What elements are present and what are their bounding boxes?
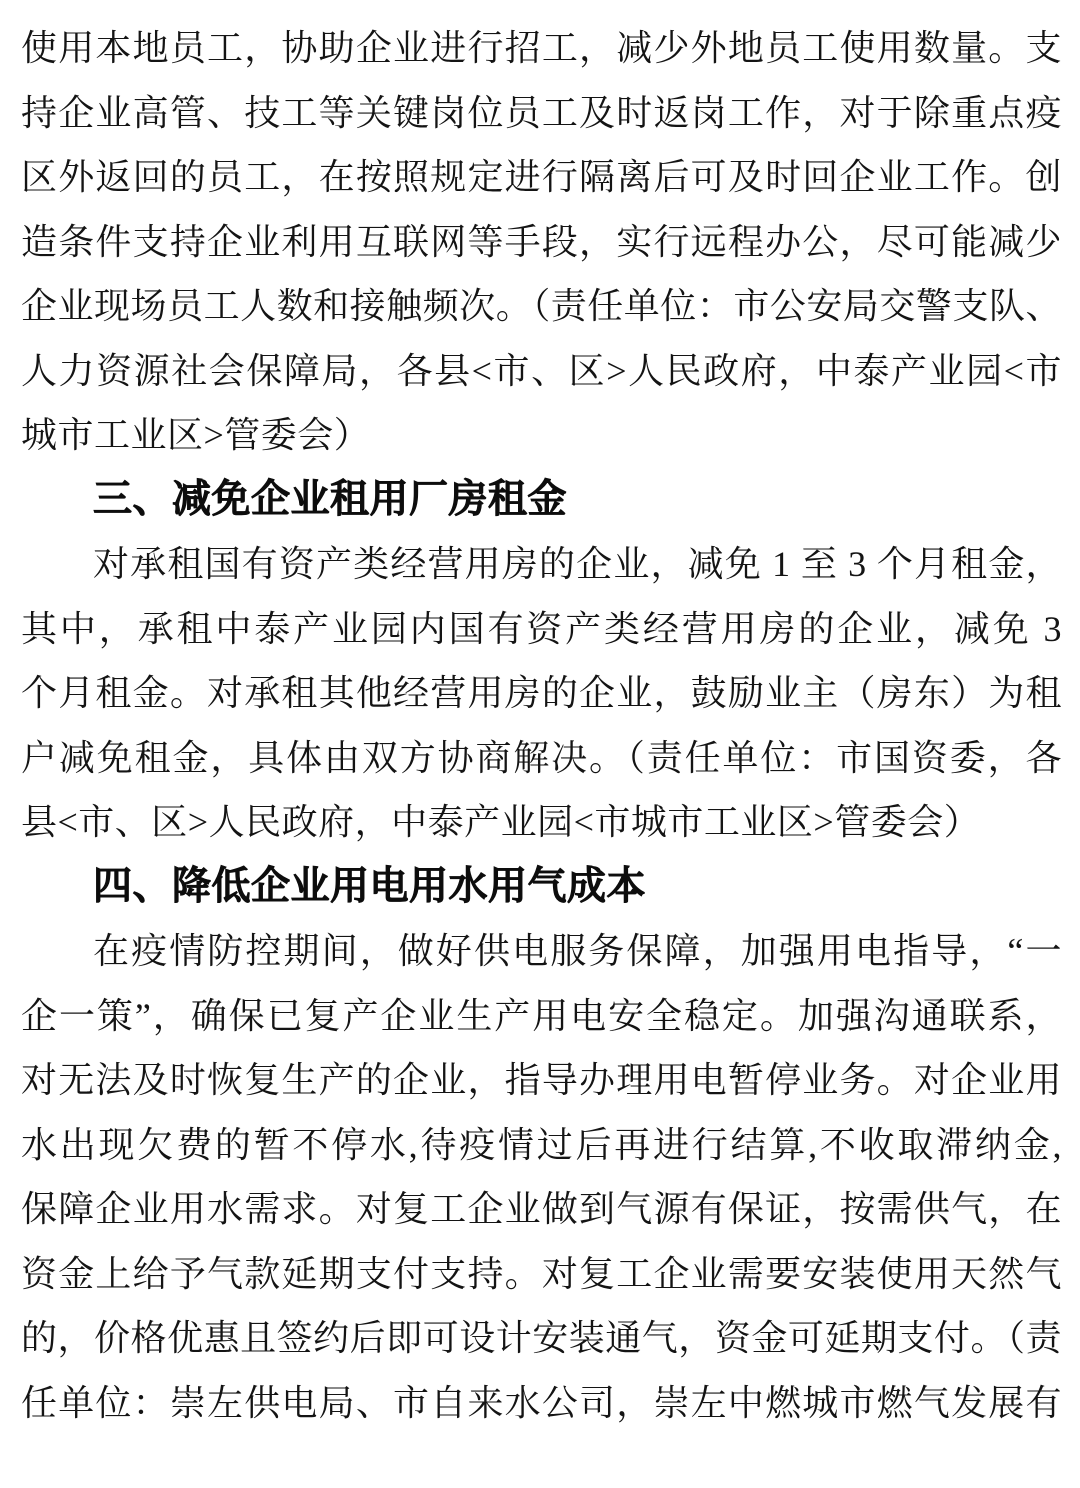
text-line: 造条件支持企业利用互联网等手段，实行远程办公，尽可能减少 bbox=[21, 221, 1062, 262]
text-line: 企一策”，确保已复产企业生产用电安全稳定。加强沟通联系， bbox=[21, 995, 1062, 1036]
text-line: 其中，承租中泰产业园内国有资产类经营用房的企业，减免 3 bbox=[21, 608, 1062, 649]
text-line: 县<市、区>人民政府，中泰产业园<市城市工业区>管委会） bbox=[21, 802, 981, 842]
text-line: 人力资源社会保障局，各县<市、区>人民政府，中泰产业园<市 bbox=[21, 350, 1062, 391]
text-line: 对无法及时恢复生产的企业，指导办理用电暂停业务。对企业用 bbox=[21, 1060, 1062, 1100]
text-line: 区外返回的员工，在按照规定进行隔离后可及时回企业工作。创 bbox=[21, 157, 1062, 197]
text-line: 企业现场员工人数和接触频次。（责任单位：市公安局交警支队、 bbox=[21, 286, 1062, 326]
text-line: 任单位：崇左供电局、市自来水公司，崇左中燃城市燃气发展有 bbox=[21, 1382, 1062, 1423]
document-body bbox=[21, 16, 1062, 1435]
text-line: 对承租国有资产类经营用房的企业，减免 1 至 3 个月租金， bbox=[93, 544, 1062, 584]
text-line: 使用本地员工，协助企业进行招工，减少外地员工使用数量。支 bbox=[21, 28, 1062, 68]
text-line: 在疫情防控期间，做好供电服务保障，加强用电指导，“一 bbox=[93, 931, 1062, 971]
text-line: 水出现欠费的暂不停水,待疫情过后再进行结算,不收取滞纳金, bbox=[21, 1124, 1062, 1165]
text-line: 资金上给予气款延期支付支持。对复工企业需要安装使用天然气 bbox=[21, 1253, 1062, 1294]
text-line: 城市工业区>管委会） bbox=[21, 415, 371, 455]
text-line: 个月租金。对承租其他经营用房的企业，鼓励业主（房东）为租 bbox=[21, 673, 1062, 713]
text-line: 保障企业用水需求。对复工企业做到气源有保证，按需供气，在 bbox=[21, 1189, 1062, 1229]
text-line: 持企业高管、技工等关键岗位员工及时返岗工作，对于除重点疫 bbox=[21, 92, 1062, 133]
section-heading: 四、降低企业用电用水用气成本 bbox=[93, 864, 647, 908]
text-line: 的，价格优惠且签约后即可设计安装通气，资金可延期支付。（责 bbox=[21, 1318, 1062, 1358]
section-heading: 三、减免企业租用厂房租金 bbox=[93, 477, 568, 521]
text-line: 户减免租金，具体由双方协商解决。（责任单位：市国资委，各 bbox=[21, 737, 1062, 778]
